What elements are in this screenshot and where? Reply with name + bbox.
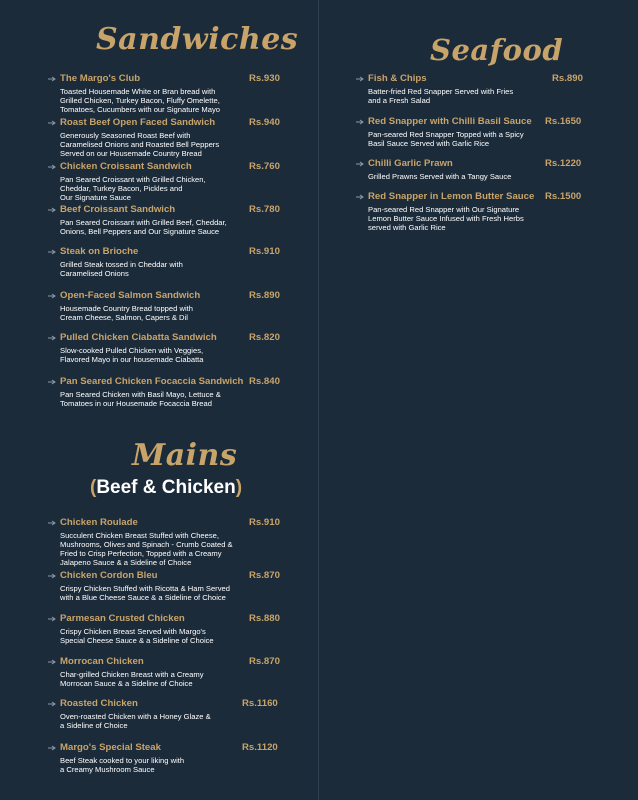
arrow-bullet-icon	[356, 76, 365, 82]
menu-item-price: Rs.870	[249, 570, 280, 581]
menu-item-header	[48, 117, 318, 130]
menu-item-description: Beef Steak cooked to your liking with a Creamy Mushroom Sauce	[60, 756, 185, 775]
arrow-bullet-icon	[356, 161, 365, 167]
menu-item	[48, 570, 318, 602]
menu-item-description: Char-grilled Chicken Breast with a Creamy Morrocan Sauce & a Sideline of Choice	[60, 670, 204, 689]
menu-item-name: Red Snapper with Chilli Basil Sauce	[368, 116, 532, 127]
arrow-bullet-icon	[48, 120, 57, 126]
menu-item-name: Margo's Special Steak	[60, 742, 161, 753]
menu-item-name: Red Snapper in Lemon Butter Sauce	[368, 191, 535, 202]
menu-item-name: Chicken Cordon Bleu	[60, 570, 158, 581]
sandwiches-title: Sandwiches	[96, 22, 299, 57]
menu-item	[48, 517, 318, 567]
menu-item-price: Rs.890	[249, 290, 280, 301]
menu-item-description: Succulent Chicken Breast Stuffed with Cheese, Mushrooms, Olives and Spinach - Crumb Coated & Fried to Crisp Perfection, Topped with a Creamy Jalapeno Sauce & a Sideline of Choice	[60, 531, 233, 568]
arrow-bullet-icon	[48, 293, 57, 299]
menu-item-price: Rs.1650	[545, 116, 582, 127]
arrow-bullet-icon	[48, 616, 57, 622]
menu-item-header	[48, 161, 318, 174]
menu-item-price: Rs.940	[249, 117, 280, 128]
menu-item-header	[48, 376, 318, 389]
menu-item-price: Rs.1120	[242, 742, 278, 753]
menu-item	[48, 117, 318, 158]
arrow-bullet-icon	[48, 701, 57, 707]
menu-item-price: Rs.880	[249, 613, 280, 624]
menu-item-header	[48, 517, 318, 530]
menu-item	[48, 656, 318, 688]
menu-item-header	[48, 742, 318, 755]
menu-item-name: Open-Faced Salmon Sandwich	[60, 290, 201, 301]
arrow-bullet-icon	[48, 76, 57, 82]
menu-item-price: Rs.1220	[545, 158, 582, 169]
menu-item	[356, 116, 636, 148]
menu-item	[48, 613, 318, 645]
menu-item-description: Pan Seared Croissant with Grilled Chicken, Cheddar, Turkey Bacon, Pickles and Our Signature Sauce	[60, 175, 206, 203]
arrow-bullet-icon	[48, 207, 57, 213]
menu-item	[48, 332, 318, 364]
menu-item-header	[356, 116, 636, 129]
menu-item-name: Pulled Chicken Ciabatta Sandwich	[60, 332, 217, 343]
menu-item-price: Rs.870	[249, 656, 280, 667]
menu-item-description: Pan Seared Chicken with Basil Mayo, Lettuce & Tomatoes in our Housemade Focaccia Bread	[60, 390, 221, 409]
menu-item-header	[48, 246, 318, 259]
menu-item-header	[48, 204, 318, 217]
arrow-bullet-icon	[48, 520, 57, 526]
arrow-bullet-icon	[48, 573, 57, 579]
mains-subtitle	[90, 477, 242, 499]
menu-item-description: Toasted Housemade White or Bran bread with Grilled Chicken, Turkey Bacon, Fluffy Omelette, Tomatoes, Cucumbers with our Signature Mayo	[60, 87, 220, 115]
menu-item-name: Pan Seared Chicken Focaccia Sandwich	[60, 376, 244, 387]
menu-item	[356, 73, 636, 105]
menu-item	[48, 73, 318, 114]
menu-item-name: Morrocan Chicken	[60, 656, 144, 667]
menu-item	[48, 698, 318, 730]
seafood-title: Seafood	[430, 33, 564, 67]
menu-item-description: Pan-seared Red Snapper Topped with a Spicy Basil Sauce Served with Garlic Rice	[368, 130, 524, 149]
menu-item	[48, 161, 318, 202]
arrow-bullet-icon	[356, 194, 365, 200]
menu-item-price: Rs.1500	[545, 191, 582, 202]
menu-item-header	[48, 656, 318, 669]
menu-item-description: Pan-seared Red Snapper with Our Signature Lemon Butter Sauce Infused with Fresh Herbs served with Garlic Rice	[368, 205, 524, 233]
menu-item-header	[48, 613, 318, 626]
arrow-bullet-icon	[48, 249, 57, 255]
menu-item-description: Grilled Steak tossed in Cheddar with Caramelised Onions	[60, 260, 183, 279]
menu-item	[48, 204, 318, 236]
menu-item-name: Parmesan Crusted Chicken	[60, 613, 185, 624]
mains-subtitle-open: (	[90, 477, 97, 498]
menu-item	[48, 376, 318, 408]
menu-item-description: Housemade Country Bread topped with Cream Cheese, Salmon, Capers & Dil	[60, 304, 193, 323]
menu-item-name: Roast Beef Open Faced Sandwich	[60, 117, 216, 128]
menu-item-price: Rs.910	[249, 517, 280, 528]
menu-item-name: Chicken Roulade	[60, 517, 138, 528]
menu-item-price: Rs.760	[249, 161, 280, 172]
menu-item-header	[48, 698, 318, 711]
menu-item	[356, 158, 636, 181]
arrow-bullet-icon	[48, 335, 57, 341]
menu-item-description: Crispy Chicken Stuffed with Ricotta & Ham Served with a Blue Cheese Sauce & a Sideline of Choice	[60, 584, 230, 603]
menu-item-name: The Margo's Club	[60, 73, 141, 84]
menu-item-name: Roasted Chicken	[60, 698, 138, 709]
menu-item-price: Rs.1160	[242, 698, 278, 709]
menu-item-description: Oven-roasted Chicken with a Honey Glaze & a Sideline of Choice	[60, 712, 211, 731]
menu-item-header	[356, 73, 636, 86]
menu-item-price: Rs.820	[249, 332, 280, 343]
menu-item-name: Chicken Croissant Sandwich	[60, 161, 192, 172]
mains-subtitle-text: Beef & Chicken	[96, 477, 236, 498]
arrow-bullet-icon	[356, 119, 365, 125]
menu-item-header	[48, 332, 318, 345]
menu-item-price: Rs.840	[249, 376, 280, 387]
mains-title: Mains	[132, 438, 238, 473]
mains-subtitle-close: )	[235, 477, 243, 498]
menu-item-description: Grilled Prawns Served with a Tangy Sauce	[368, 172, 512, 181]
arrow-bullet-icon	[48, 745, 57, 751]
menu-item	[356, 191, 636, 232]
menu-item-name: Fish & Chips	[368, 73, 427, 84]
menu-item	[48, 290, 318, 322]
arrow-bullet-icon	[48, 659, 57, 665]
arrow-bullet-icon	[48, 164, 57, 170]
menu-item	[48, 246, 318, 278]
menu-item-name: Steak on Brioche	[60, 246, 139, 257]
menu-item-price: Rs.890	[552, 73, 583, 84]
menu-item-description: Pan Seared Croissant with Grilled Beef, Cheddar, Onions, Bell Peppers and Our Signature Sauce	[60, 218, 227, 237]
menu-item-price: Rs.930	[249, 73, 280, 84]
menu-item-name: Beef Croissant Sandwich	[60, 204, 176, 215]
menu-item-description: Crispy Chicken Breast Served with Margo's Special Cheese Sauce & a Sideline of Choice	[60, 627, 214, 646]
menu-item-name: Chilli Garlic Prawn	[368, 158, 453, 169]
column-divider	[318, 0, 319, 800]
menu-item-price: Rs.780	[249, 204, 280, 215]
menu-item-description: Slow-cooked Pulled Chicken with Veggies, Flavored Mayo in our housemade Ciabatta	[60, 346, 204, 365]
menu-item-header	[356, 158, 636, 171]
menu-item-description: Batter-fried Red Snapper Served with Fries and a Fresh Salad	[368, 87, 514, 106]
menu-item-header	[48, 570, 318, 583]
menu-item	[48, 742, 318, 774]
menu-item-description: Generously Seasoned Roast Beef with Caramelised Onions and Roasted Bell Peppers Served on our Housemade Country Bread	[60, 131, 220, 159]
menu-item-price: Rs.910	[249, 246, 280, 257]
menu-item-header	[356, 191, 636, 204]
arrow-bullet-icon	[48, 379, 57, 385]
menu-item-header	[48, 73, 318, 86]
menu-item-header	[48, 290, 318, 303]
